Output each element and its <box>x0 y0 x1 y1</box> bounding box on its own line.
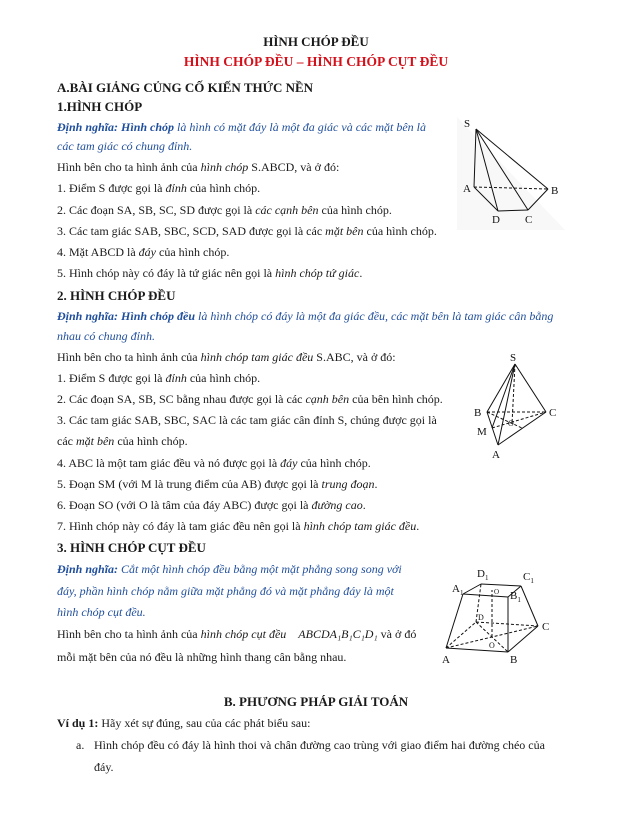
label-A: A <box>492 449 500 461</box>
part3-definition-line3: hình chóp cụt đều. <box>57 605 146 619</box>
part3-definition-line1 <box>57 562 402 577</box>
label-A1-letter: A <box>452 583 460 595</box>
part2-definition-line1 <box>57 309 553 324</box>
label-A: A <box>463 183 471 195</box>
label-B1-letter: B <box>510 590 518 602</box>
edge-A1D1 <box>463 584 481 594</box>
label-A1-sub: 1 <box>459 589 464 597</box>
part1-item5-a: 5. Hình chóp này có đáy là tứ giác nên gọi là <box>57 266 276 280</box>
part1-definition-line2: các tam giác có chung đỉnh. <box>57 139 193 153</box>
label-A1 <box>452 583 464 597</box>
part1-item4-a: 4. Mặt ABCD là <box>57 245 139 259</box>
part1-item2-a: 2. Các đoạn SA, SB, SC, SD được gọi là <box>57 203 256 217</box>
part1-item1-b: đỉnh <box>165 181 187 195</box>
part1-def-label: Định nghĩa: Hình chóp <box>57 120 175 134</box>
document-subtitle: HÌNH CHÓP ĐỀU – HÌNH CHÓP CỤT ĐỀU <box>183 54 449 69</box>
document-title: HÌNH CHÓP ĐỀU <box>263 34 369 49</box>
part2-item1-a: 1. Điểm S được gọi là <box>57 371 166 385</box>
part2-item2 <box>57 392 443 407</box>
edge-CC1 <box>521 586 538 626</box>
part1-item3-b: mặt bên <box>325 224 364 238</box>
label-C1 <box>523 571 534 585</box>
part1-item4-b: đáy <box>138 245 156 259</box>
label-O: O <box>508 419 514 428</box>
example1-item-a-line1: Hình chóp đều có đáy là hình thoi và chân đường cao trùng với giao điểm hai đường chéo của <box>94 738 545 752</box>
part2-intro-b: hình chóp tam giác đều <box>200 350 314 364</box>
part3-intro-c: ABCDA₁B₁C₁D₁ <box>298 627 378 641</box>
part1-intro <box>57 160 339 175</box>
edge-AC <box>498 412 546 445</box>
figure1-backdrop <box>457 117 565 230</box>
example1-item-a-label: a. <box>76 738 85 752</box>
edge-DC <box>476 622 538 626</box>
label-O: O <box>489 641 495 650</box>
label-S: S <box>510 352 517 364</box>
part2-item4 <box>57 456 371 471</box>
part3-heading: 3. HÌNH CHÓP CỤT ĐỀU <box>57 540 206 555</box>
label-D1-sub: 1 <box>484 574 489 582</box>
part2-item7-c: . <box>416 519 420 533</box>
label-B: B <box>510 654 518 666</box>
part2-item3-b-b: mặt bên <box>75 434 115 448</box>
part2-item4-c: của hình chóp. <box>297 456 371 470</box>
part3-intro2: mỗi mặt bên của nó đều là những hình thang cân bằng nhau. <box>57 650 347 664</box>
part1-item1-c: của hình chóp. <box>186 181 261 195</box>
example1-item-a-line2: đáy. <box>94 760 114 774</box>
part2-item6-c: . <box>362 498 366 512</box>
part1-intro-b: hình chóp <box>200 160 249 174</box>
example1-line <box>57 716 310 731</box>
part1-item4 <box>57 245 229 260</box>
part3-intro-d: và ở đó <box>377 627 417 641</box>
label-D1 <box>477 568 489 582</box>
part2-item7-b: hình chóp tam giác đều <box>303 519 417 533</box>
part2-def-label: Định nghĩa: Hình chóp đều <box>57 309 196 323</box>
label-C1-sub: 1 <box>530 577 534 585</box>
segment-MC <box>492 412 546 428</box>
frustum-figure <box>438 566 563 668</box>
edge-D1C1 <box>481 584 521 586</box>
label-C1-letter: C <box>523 571 531 583</box>
part2-item2-b: cạnh bên <box>305 392 350 406</box>
part2-heading: 2. HÌNH CHÓP ĐỀU <box>57 288 176 303</box>
part1-def-text1: là hình có mặt đáy là một đa giác và các mặt bên là <box>174 120 426 134</box>
part2-item6 <box>57 498 366 513</box>
part1-item2 <box>57 203 392 218</box>
part1-item3-c: của hình chóp. <box>363 224 437 238</box>
part2-item2-a: 2. Các đoạn SA, SB, SC bằng nhau được gọi là các <box>57 392 306 406</box>
pyramid-sabc-figure <box>470 350 570 465</box>
edge-AA1 <box>446 594 463 648</box>
part1-heading: 1.HÌNH CHÓP <box>57 99 143 114</box>
edge-SB <box>487 364 515 412</box>
part2-item7-a: 7. Hình chóp này có đáy là tam giác đều nên gọi là <box>57 519 304 533</box>
part1-item3 <box>57 224 437 239</box>
part2-def-text1: là hình chóp có đáy là một đa giác đều, các mặt bên là tam giác cân bằng <box>195 309 554 323</box>
part2-intro <box>57 350 396 365</box>
label-O1: O <box>494 588 500 596</box>
part2-item4-a: 4. ABC là một tam giác đều và nó được gọi là <box>57 456 281 470</box>
part1-definition-line1 <box>57 120 426 135</box>
part2-intro-a: Hình bên cho ta hình ảnh của <box>57 350 201 364</box>
section-a-heading: A.BÀI GIẢNG CỦNG CỐ KIẾN THỨC NỀN <box>57 80 314 95</box>
part2-intro-c: S.ABC, và ở đó: <box>313 350 396 364</box>
label-D1-letter: D <box>477 568 485 580</box>
part2-item4-b: đáy <box>280 456 298 470</box>
edge-AB <box>446 648 508 652</box>
label-D: D <box>492 214 500 226</box>
part2-item3-b-c: của hình chóp. <box>114 434 188 448</box>
label-C: C <box>525 214 533 226</box>
label-B: B <box>474 407 482 419</box>
edge-SC <box>515 364 546 412</box>
part1-item5 <box>57 266 362 281</box>
part2-item5-b: trung đoạn <box>321 477 375 491</box>
part1-item2-c: của hình chóp. <box>318 203 392 217</box>
part2-item1-c: của hình chóp. <box>186 371 261 385</box>
part2-item6-a: 6. Đoạn SO (với O là tâm của đáy ABC) được gọi là <box>57 498 312 512</box>
label-S: S <box>464 118 471 130</box>
label-B1 <box>510 590 521 604</box>
part2-item7 <box>57 519 419 534</box>
pyramid-sabcd-figure <box>455 115 565 230</box>
part2-item2-c: của bên hình chóp. <box>349 392 443 406</box>
part2-item1 <box>57 371 260 386</box>
section-b-heading: B. PHƯƠNG PHÁP GIẢI TOÁN <box>223 694 409 709</box>
part1-item5-c: . <box>359 266 363 280</box>
part3-intro-a: Hình bên cho ta hình ảnh của <box>57 627 201 641</box>
edge-A1B1 <box>463 594 508 597</box>
part3-definition-line2: đáy, phần hình chóp nằm giữa mặt phẳng đó và mặt phẳng đáy là một <box>57 584 394 598</box>
part3-intro-b: hình chóp cụt đều <box>200 627 287 641</box>
label-B1-sub: 1 <box>517 596 521 604</box>
part2-item5 <box>57 477 378 492</box>
part1-item3-a: 3. Các tam giác SAB, SBC, SCD, SAD được gọi là các <box>57 224 326 238</box>
label-C: C <box>549 407 557 419</box>
label-M: M <box>477 426 487 438</box>
part1-item4-c: của hình chóp. <box>156 245 230 259</box>
part1-item1 <box>57 181 260 196</box>
example1-label: Ví dụ 1: <box>57 716 99 730</box>
part3-intro <box>57 627 416 642</box>
part3-def-text1: Cắt một hình chóp đều bằng một mặt phẳng song song với <box>118 562 402 576</box>
part1-intro-a: Hình bên cho ta hình ảnh của <box>57 160 201 174</box>
part1-item2-b: các cạnh bên <box>255 203 319 217</box>
label-C: C <box>542 621 550 633</box>
label-B: B <box>551 185 559 197</box>
part2-item6-b: đường cao <box>311 498 363 512</box>
edge-BC <box>508 626 538 652</box>
part1-intro-c: S.ABCD, và ở đó: <box>248 160 340 174</box>
part2-item3-line1: 3. Các tam giác SAB, SBC, SAC là các tam giác cân đỉnh S, chúng được gọi là <box>57 413 437 427</box>
part2-item3-line2 <box>57 434 188 449</box>
part1-item1-a: 1. Điểm S được gọi là <box>57 181 166 195</box>
part2-item1-b: đỉnh <box>165 371 187 385</box>
part1-item5-b: hình chóp tứ giác <box>275 266 360 280</box>
part2-definition-line2: nhau có chung đỉnh. <box>57 329 155 343</box>
part2-item5-c: . <box>374 477 378 491</box>
part2-item5-a: 5. Đoạn SM (với M là trung điểm của AB) được gọi là <box>57 477 322 491</box>
part2-item3-b-a: các <box>57 434 76 448</box>
label-A: A <box>442 654 450 666</box>
part3-def-label: Định nghĩa: <box>57 562 119 576</box>
label-D: D <box>478 613 484 622</box>
example1-text: Hãy xét sự đúng, sau của các phát biểu sau: <box>98 716 311 730</box>
